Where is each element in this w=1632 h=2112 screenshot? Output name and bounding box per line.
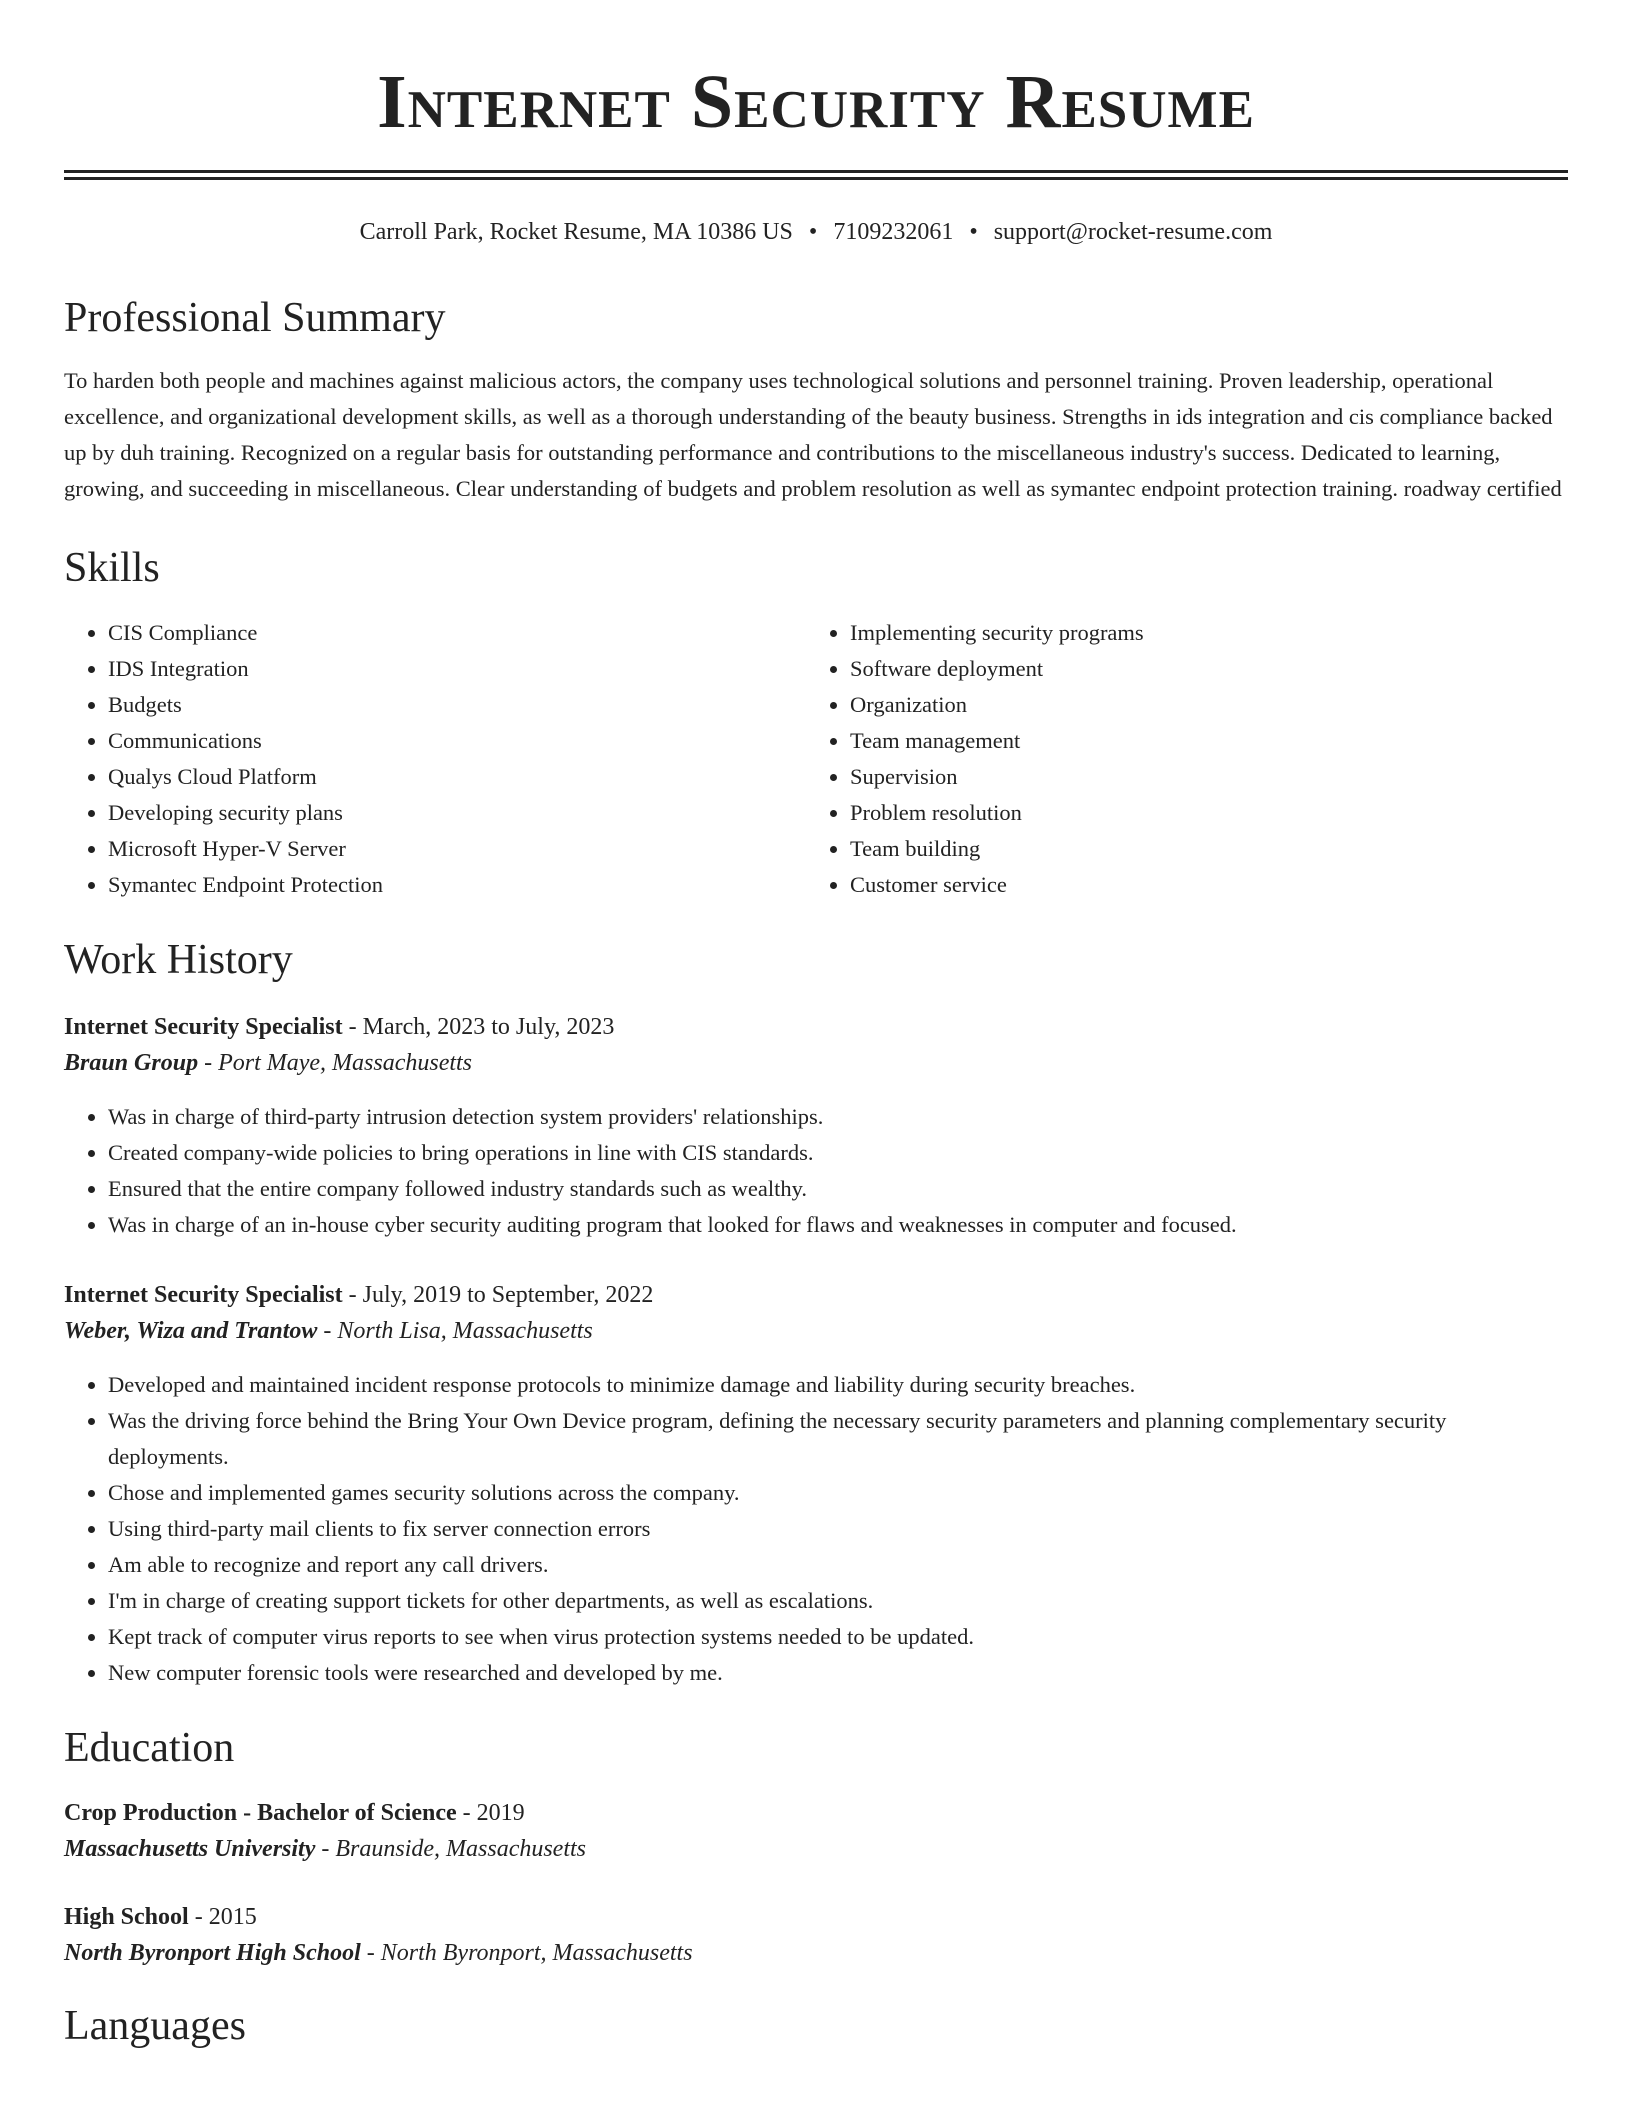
duty-item: • Using third-party mail clients to fix server connection errors <box>108 1511 1568 1547</box>
duty-item: • I'm in charge of creating support tickets for other departments, as well as escalations. <box>108 1583 1568 1619</box>
education-entry <box>64 1899 1568 1971</box>
contact-separator: • <box>808 219 818 245</box>
employer-location: Port Maye, Massachusetts <box>218 1049 473 1076</box>
contact-phone: 7109232061 <box>833 219 954 245</box>
duty-item: • Was in charge of third-party intrusion detection system providers' relationships. <box>108 1099 1568 1135</box>
school-location: Braunside, Massachusetts <box>335 1835 587 1862</box>
page-title: Internet Security Resume <box>377 60 1255 144</box>
education-entry <box>64 1795 1568 1867</box>
skill-item: • Supervision <box>850 759 1548 795</box>
duty-item: • Ensured that the entire company followed industry standards such as wealthy. <box>108 1171 1568 1207</box>
work-history-heading: Work History <box>64 936 293 983</box>
education-heading: Education <box>64 1724 235 1771</box>
summary-heading: Professional Summary <box>64 294 446 341</box>
skill-item: • Budgets <box>108 687 806 723</box>
job-entry <box>64 1009 1568 1243</box>
school-line: North Byronport High School - North Byronport, Massachusetts <box>64 1939 693 1966</box>
graduation-year: 2019 <box>476 1799 525 1826</box>
skill-item: • Communications <box>108 723 806 759</box>
degree-name: High School <box>64 1903 189 1930</box>
skill-item: • Developing security plans <box>108 795 806 831</box>
contact-separator: • <box>969 219 978 245</box>
contact-line <box>64 218 1568 247</box>
skill-item: • Organization <box>850 687 1548 723</box>
degree-line: High School - 2015 <box>64 1903 257 1930</box>
duty-item: • New computer forensic tools were researched and developed by me. <box>108 1655 1568 1691</box>
job-entry <box>64 1277 1568 1691</box>
languages-heading: Languages <box>64 2002 246 2049</box>
skill-item: • Symantec Endpoint Protection <box>108 867 806 903</box>
employer-location: North Lisa, Massachusetts <box>337 1317 593 1344</box>
job-title: Internet Security Specialist <box>64 1013 343 1040</box>
skills-column-right <box>806 615 1548 903</box>
duty-item: • Chose and implemented games security solutions across the company. <box>108 1475 1568 1511</box>
job-dates: July, 2019 to September, 2022 <box>362 1281 654 1308</box>
duty-item: • Developed and maintained incident response protocols to minimize damage and liability during security breaches. <box>108 1367 1568 1403</box>
skill-item: • Qualys Cloud Platform <box>108 759 806 795</box>
duty-item: • Am able to recognize and report any call drivers. <box>108 1547 1568 1583</box>
employer-name: Braun Group <box>64 1049 199 1076</box>
skill-item: • IDS Integration <box>108 651 806 687</box>
employer-line: Weber, Wiza and Trantow - North Lisa, Massachusetts <box>64 1317 593 1344</box>
duty-item: • Kept track of computer virus reports to see when virus protection systems needed to be updated. <box>108 1619 1568 1655</box>
skill-item: • Customer service <box>850 867 1548 903</box>
job-dates: March, 2023 to July, 2023 <box>362 1013 615 1040</box>
contact-email: support@rocket-resume.com <box>993 219 1273 245</box>
job-title-line: Internet Security Specialist - March, 2023 to July, 2023 <box>64 1013 615 1040</box>
skill-item: • CIS Compliance <box>108 615 806 651</box>
skills-heading: Skills <box>64 544 160 591</box>
duty-item: • Was the driving force behind the Bring Your Own Device program, defining the necessary security parameters and planning complementary security deployments. <box>108 1403 1568 1475</box>
employer-name: Weber, Wiza and Trantow <box>64 1317 318 1344</box>
school-location: North Byronport, Massachusetts <box>380 1939 693 1966</box>
employer-line: Braun Group - Port Maye, Massachusetts <box>64 1049 473 1076</box>
skill-item: • Team building <box>850 831 1548 867</box>
skill-item: • Implementing security programs <box>850 615 1548 651</box>
job-title-line: Internet Security Specialist - July, 2019 to September, 2022 <box>64 1281 654 1308</box>
resume-page <box>64 0 1568 2047</box>
skill-item: • Team management <box>850 723 1548 759</box>
job-duties <box>64 1367 1568 1691</box>
duty-item: • Created company-wide policies to bring operations in line with CIS standards. <box>108 1135 1568 1171</box>
summary-text: To harden both people and machines against malicious actors, the company uses technological solutions and personnel training. Proven leadership, operational excellence, and organizational development skills, as well as a thorough understanding of the beauty business. Strengths in ids integration and cis compliance backed up by duh training. Recognized on a regular basis for outstanding performance and contributions to the miscellaneous industry's success. Dedicated to learning, growing, and succeeding in miscellaneous. Clear understanding of budgets and problem resolution as well as symantec endpoint protection training. roadway certified <box>64 367 1562 501</box>
school-name: North Byronport High School <box>64 1939 361 1966</box>
job-title: Internet Security Specialist <box>64 1281 343 1308</box>
school-line: Massachusetts University - Braunside, Massachusetts <box>64 1835 587 1862</box>
skills-list <box>64 615 1568 903</box>
degree-line: Crop Production - Bachelor of Science - 2019 <box>64 1799 525 1826</box>
skill-item: • Problem resolution <box>850 795 1548 831</box>
title-divider <box>64 170 1568 180</box>
duty-item: • Was in charge of an in-house cyber security auditing program that looked for flaws and weaknesses in computer and focused. <box>108 1207 1568 1243</box>
degree-name: Crop Production - Bachelor of Science <box>64 1799 457 1826</box>
skill-item: • Microsoft Hyper-V Server <box>108 831 806 867</box>
skills-column-left <box>64 615 806 903</box>
school-name: Massachusetts University <box>64 1835 316 1862</box>
job-duties <box>64 1099 1568 1243</box>
skill-item: • Software deployment <box>850 651 1548 687</box>
contact-address: Carroll Park, Rocket Resume, MA 10386 US <box>359 219 793 245</box>
graduation-year: 2015 <box>208 1903 257 1930</box>
